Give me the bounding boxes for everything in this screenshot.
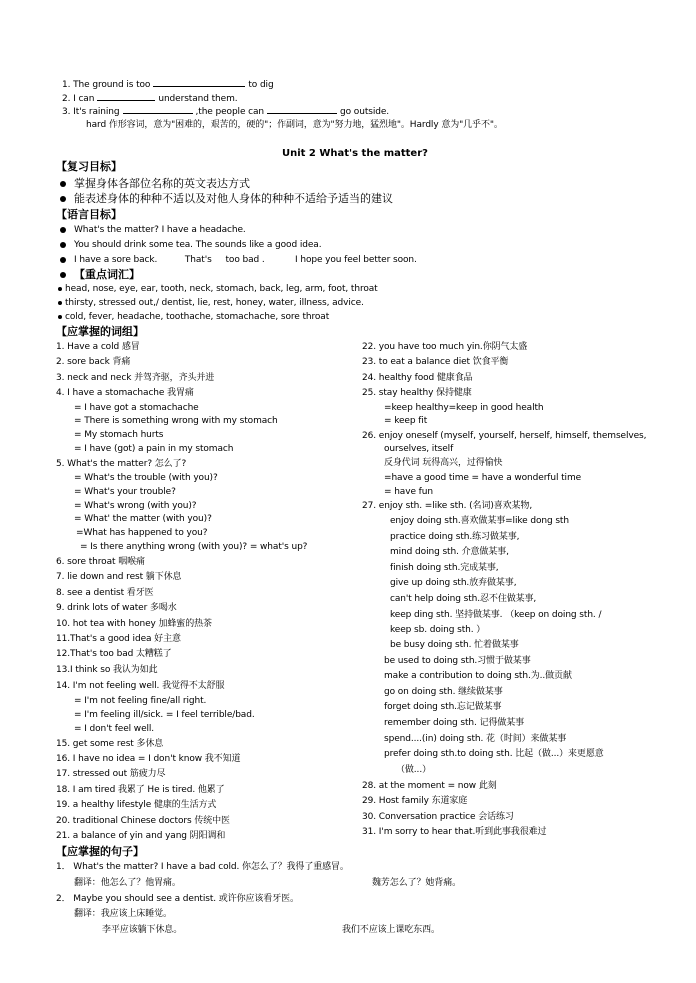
- phrase-item: = There is something wrong with my stomach: [74, 416, 278, 426]
- phrase-item: 27. enjoy sth. =like sth. (名词)喜欢某物,: [362, 501, 533, 511]
- phrase-item: = Is there anything wrong (with you)? = what's up?: [80, 542, 308, 552]
- exercise-2-suffix: understand them.: [158, 94, 238, 104]
- phrase-item: 21. a balance of yin and yang 阴阳调和: [56, 831, 226, 841]
- phrase-item: = My stomach hurts: [74, 430, 164, 440]
- phrase-item: = What's your trouble?: [74, 487, 176, 497]
- blank-1: [153, 77, 245, 87]
- key-vocab-header: 【重点词汇】: [74, 268, 140, 281]
- phrase-item: = I don't feel well.: [74, 724, 155, 734]
- phrase-item: 16. I have no idea = I don't know 我不知道: [56, 754, 241, 764]
- goal-item-1: [60, 177, 250, 190]
- phrase-item: 14. I'm not feeling well. 我觉得不太舒服: [56, 681, 225, 691]
- phrase-item: = I have (got) a pain in my stomach: [74, 444, 234, 454]
- language-item-2: [60, 239, 321, 252]
- unit-title: Unit 2 What's the matter?: [282, 148, 428, 159]
- phrase-item: be used to doing sth.习惯于做某事: [384, 656, 531, 666]
- goal-text-2: 能表述身体的种种不适以及对他人身体的种种不适给予适当的建议: [74, 192, 393, 205]
- phrase-item: （做...）: [396, 765, 431, 775]
- phrase-item: finish doing sth.完成某事,: [390, 563, 499, 573]
- phrase-item: = I'm not feeling fine/all right.: [74, 696, 207, 706]
- vocab-line-1: [58, 283, 378, 296]
- sentence-2-example-a: 李平应该躺下休息。: [102, 925, 183, 935]
- key-vocab-item: [60, 268, 140, 281]
- phrase-item: practice doing sth.练习做某事,: [390, 532, 520, 542]
- phrase-item: 23. to eat a balance diet 饮食平衡: [362, 357, 509, 367]
- phrase-item: = What's the trouble (with you)?: [74, 473, 218, 483]
- vocab-text-1: head, nose, eye, ear, tooth, neck, stomach, back, leg, arm, foot, throat: [65, 284, 378, 294]
- bullet-icon: [60, 257, 66, 263]
- phrase-item: 反身代词 玩得高兴，过得愉快: [384, 458, 503, 468]
- bullet-icon: [60, 242, 66, 248]
- phrase-item: 8. see a dentist 看牙医: [56, 588, 154, 598]
- phrase-item: =keep healthy=keep in good health: [384, 403, 544, 413]
- phrase-item: = I'm feeling ill/sick. = I feel terrible/bad.: [74, 710, 255, 720]
- phrase-item: 19. a healthy lifestyle 健康的生活方式: [56, 800, 217, 810]
- phrase-item: =What has happened to you?: [76, 528, 208, 538]
- sentence-2-translation: 翻译：我应该上床睡觉。: [74, 909, 172, 919]
- phrase-item: keep ding sth. 坚持做某事. （keep on doing sth. /: [390, 610, 602, 620]
- phrase-item: 5. What's the matter? 怎么了?: [56, 459, 187, 469]
- phrase-item: go on doing sth. 继续做某事: [384, 687, 503, 697]
- phrase-item: be busy doing sth. 忙着做某事: [390, 640, 519, 650]
- phrase-item: 4. I have a stomachache 我胃痛: [56, 388, 194, 398]
- review-goals-header: 【复习目标】: [56, 160, 122, 173]
- phrase-item: 22. you have too much yin.你阴气太盛: [362, 342, 528, 352]
- phrase-item: spend....(in) doing sth. 花（时间）来做某事: [384, 734, 567, 744]
- phrase-item: 31. I'm sorry to hear that.听到此事我很难过: [362, 827, 547, 837]
- phrase-item: 2. sore back 背痛: [56, 357, 131, 367]
- phrase-item: 20. traditional Chinese doctors 传统中医: [56, 816, 230, 826]
- sentence-1-translation: 翻译：他怎么了？他胃痛。: [74, 878, 181, 888]
- goal-item-2: [60, 192, 393, 205]
- phrase-item: enjoy doing sth.喜欢做某事=like dong sth: [390, 516, 569, 526]
- sentence-1-translation-2: 魏芳怎么了？她背痛。: [372, 878, 462, 888]
- language-text-1: What's the matter? I have a headache.: [74, 225, 246, 235]
- language-text-2: You should drink some tea. The sounds like a good idea.: [74, 240, 322, 250]
- bullet-icon: [60, 272, 66, 278]
- phrase-item: 6. sore throat 咽喉痛: [56, 557, 145, 567]
- phrase-item: 1. Have a cold 感冒: [56, 342, 140, 352]
- exercise-1-suffix: to dig: [248, 80, 274, 90]
- vocab-line-3: [58, 311, 329, 324]
- exercise-3-prefix: 3. It's raining: [62, 107, 120, 117]
- exercise-3-suffix: go outside.: [340, 107, 390, 117]
- phrase-item: 24. healthy food 健康食品: [362, 373, 473, 383]
- phrase-item: mind doing sth. 介意做某事,: [390, 547, 509, 557]
- phrase-item: 28. at the moment = now 此刻: [362, 781, 497, 791]
- phrase-item: keep sb. doing sth. ）: [390, 625, 486, 635]
- phrase-item: = What's wrong (with you)?: [74, 501, 197, 511]
- phrase-item: 29. Host family 东道家庭: [362, 796, 468, 806]
- phrase-item: 30. Conversation practice 会话练习: [362, 812, 514, 822]
- language-goals-header: 【语言目标】: [56, 208, 122, 221]
- phrase-item: = have fun: [384, 487, 433, 497]
- bullet-icon: [58, 301, 62, 305]
- exercise-line-3: [62, 104, 389, 119]
- blank-3a: [123, 104, 193, 114]
- phrase-item: =have a good time = have a wonderful time: [384, 473, 582, 483]
- sentence-2: 2． Maybe you should see a dentist. 或许你应该看牙医。: [56, 894, 299, 904]
- phrase-item: 25. stay healthy 保持健康: [362, 388, 472, 398]
- hard-note: hard 作形容词，意为"困难的，艰苦的，硬的"；作副词，意为"努力地，猛烈地"。Hardly 意为"几乎不"。: [86, 120, 503, 130]
- phrase-item: 13.I think so 我认为如此: [56, 665, 158, 675]
- phrase-item: 12.That's too bad 太糟糕了: [56, 649, 172, 659]
- phrase-item: 15. get some rest 多休息: [56, 739, 164, 749]
- bullet-icon: [60, 181, 66, 187]
- phrase-item: 7. lie down and rest 躺下休息: [56, 572, 182, 582]
- blank-2: [97, 91, 155, 101]
- language-text-3: I have a sore back. That's too bad . I hope you feel better soon.: [74, 255, 417, 265]
- phrase-item: = keep fit: [384, 416, 428, 426]
- phrase-item: make a contribution to doing sth.为..做贡献: [384, 671, 572, 681]
- phrase-item: 11.That's a good idea 好主意: [56, 634, 181, 644]
- bullet-icon: [60, 196, 66, 202]
- exercise-line-1: [62, 77, 274, 92]
- sentence-1: 1． What's the matter? I have a bad cold. 你怎么了？我得了重感冒。: [56, 862, 349, 872]
- phrase-item: remember doing sth. 记得做某事: [384, 718, 525, 728]
- sentences-header: 【应掌握的句子】: [56, 845, 144, 858]
- phrase-item: 10. hot tea with honey 加蜂蜜的热茶: [56, 619, 212, 629]
- sentence-2-example-b: 我们不应该上课吃东西。: [342, 925, 440, 935]
- phrase-item: 18. I am tired 我累了 He is tired. 他累了: [56, 785, 225, 795]
- phrase-item: can't help doing sth.忍不住做某事,: [390, 594, 537, 604]
- bullet-icon: [58, 287, 62, 291]
- language-item-1: [60, 224, 246, 237]
- vocab-line-2: [58, 297, 364, 310]
- phrase-item: forget doing sth.忘记做某事: [384, 702, 502, 712]
- phrase-item: ourselves, itself: [384, 444, 454, 454]
- phrase-item: 9. drink lots of water 多喝水: [56, 603, 177, 613]
- phrase-item: 17. stressed out 筋疲力尽: [56, 769, 166, 779]
- phrase-item: = I have got a stomachache: [74, 403, 199, 413]
- phrase-item: 26. enjoy oneself (myself, yourself, herself, himself, themselves,: [362, 431, 647, 441]
- bullet-icon: [58, 315, 62, 319]
- phrases-header: 【应掌握的词组】: [56, 325, 144, 338]
- exercise-2-prefix: 2. I can: [62, 94, 95, 104]
- vocab-text-3: cold, fever, headache, toothache, stomachache, sore throat: [65, 312, 330, 322]
- bullet-icon: [60, 227, 66, 233]
- goal-text-1: 掌握身体各部位名称的英文表达方式: [74, 177, 250, 190]
- exercise-1-prefix: 1. The ground is too: [62, 80, 151, 90]
- phrase-item: 3. neck and neck 并驾齐驱，齐头并进: [56, 373, 215, 383]
- blank-3b: [267, 104, 337, 114]
- phrase-item: = What' the matter (with you)?: [74, 514, 212, 524]
- exercise-3-middle: ,the people can: [195, 107, 265, 117]
- vocab-text-2: thirsty, stressed out,/ dentist, lie, rest, honey, water, illness, advice.: [65, 298, 364, 308]
- phrase-item: give up doing sth.放弃做某事,: [390, 578, 517, 588]
- phrase-item: prefer doing sth.to doing sth. 比起（做...）来更愿意: [384, 749, 604, 759]
- language-item-3: [60, 254, 417, 267]
